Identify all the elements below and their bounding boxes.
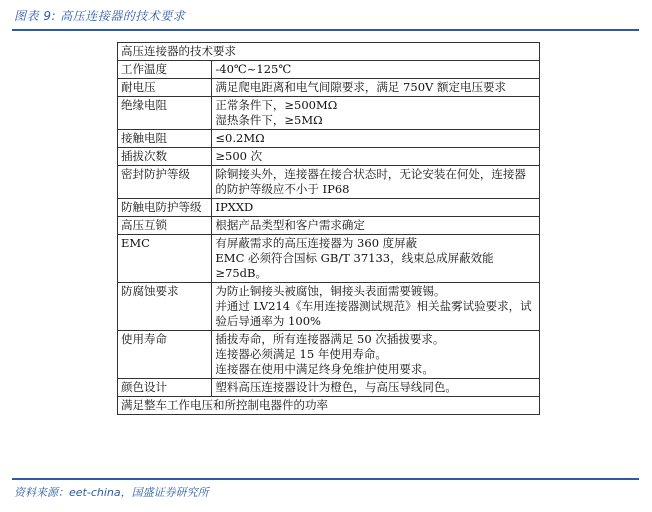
spec-value-line: 有屏蔽需求的高压连接器为 360 度屏蔽 [215, 236, 418, 250]
spec-key: 接触电阻 [118, 130, 212, 148]
table-header: 高压连接器的技术要求 [118, 43, 540, 61]
spec-value [212, 130, 540, 148]
spec-key: 防腐蚀要求 [118, 283, 212, 331]
spec-value-line: 除铜接头外，连接器在接合状态时，无论安装在何处，连接器的防护等级应不小于 IP68 [215, 167, 526, 196]
spec-table-body [118, 43, 540, 415]
table-row [118, 79, 540, 97]
spec-table [117, 42, 540, 415]
spec-value-line: EMC 必须符合国标 GB/T 37133，线束总成屏蔽效能≥75dB。 [215, 251, 494, 280]
bottom-divider [12, 478, 639, 480]
table-row [118, 235, 540, 283]
spec-key: 防触电防护等级 [118, 199, 212, 217]
spec-key: 工作温度 [118, 61, 212, 79]
spec-key: 使用寿命 [118, 331, 212, 379]
table-row [118, 61, 540, 79]
table-row [118, 97, 540, 130]
spec-value [212, 199, 540, 217]
figure-title: 图表 9: 高压连接器的技术要求 [14, 9, 186, 23]
spec-value-line: 连接器必须满足 15 年使用寿命。 [215, 347, 387, 361]
spec-key: 绝缘电阻 [118, 97, 212, 130]
table-footer: 满足整车工作电压和所控制电器件的功率 [118, 397, 540, 415]
spec-value-line: 湿热条件下，≥5MΩ [215, 113, 323, 127]
spec-value-line: 满足爬电距离和电气间隙要求，满足 750V 额定电压要求 [215, 80, 506, 94]
spec-key: EMC [118, 235, 212, 283]
spec-value-line: 连接器在使用中满足终身免维护使用要求。 [215, 362, 434, 376]
spec-value-line: ≤0.2MΩ [215, 131, 265, 145]
spec-value [212, 235, 540, 283]
spec-value [212, 97, 540, 130]
spec-key: 颜色设计 [118, 379, 212, 397]
spec-value-line: 为防止铜接头被腐蚀，铜接头表面需要镀锡。 [215, 284, 446, 298]
spec-key: 插拔次数 [118, 148, 212, 166]
table-row [118, 148, 540, 166]
spec-value-line: IPXXD [215, 200, 254, 214]
table-footer-row [118, 397, 540, 415]
top-divider [12, 29, 639, 31]
spec-value [212, 217, 540, 235]
spec-value-line: -40℃~125℃ [215, 62, 292, 76]
spec-value [212, 166, 540, 199]
table-row [118, 130, 540, 148]
spec-value [212, 61, 540, 79]
spec-key: 耐电压 [118, 79, 212, 97]
spec-value-line: 塑料高压连接器设计为橙色，与高压导线同色。 [215, 380, 457, 394]
spec-value [212, 283, 540, 331]
spec-value-line: ≥500 次 [215, 149, 263, 163]
spec-value-line: 正常条件下，≥500MΩ [215, 98, 338, 112]
spec-value-line: 并通过 LV214《车用连接器测试规范》相关盐雾试验要求，试验后导通率为 100% [215, 299, 532, 328]
table-row [118, 217, 540, 235]
spec-key: 高压互锁 [118, 217, 212, 235]
spec-value [212, 148, 540, 166]
table-row [118, 199, 540, 217]
table-row [118, 379, 540, 397]
table-row [118, 166, 540, 199]
spec-value [212, 79, 540, 97]
table-header-row [118, 43, 540, 61]
table-row [118, 283, 540, 331]
spec-value-line: 根据产品类型和客户需求确定 [215, 218, 365, 232]
spec-key: 密封防护等级 [118, 166, 212, 199]
table-row [118, 331, 540, 379]
source-note: 资料来源：eet-china，国盛证券研究所 [14, 486, 209, 499]
spec-value [212, 331, 540, 379]
spec-value-line: 插拔寿命，所有连接器满足 50 次插拔要求。 [215, 332, 445, 346]
spec-value [212, 379, 540, 397]
